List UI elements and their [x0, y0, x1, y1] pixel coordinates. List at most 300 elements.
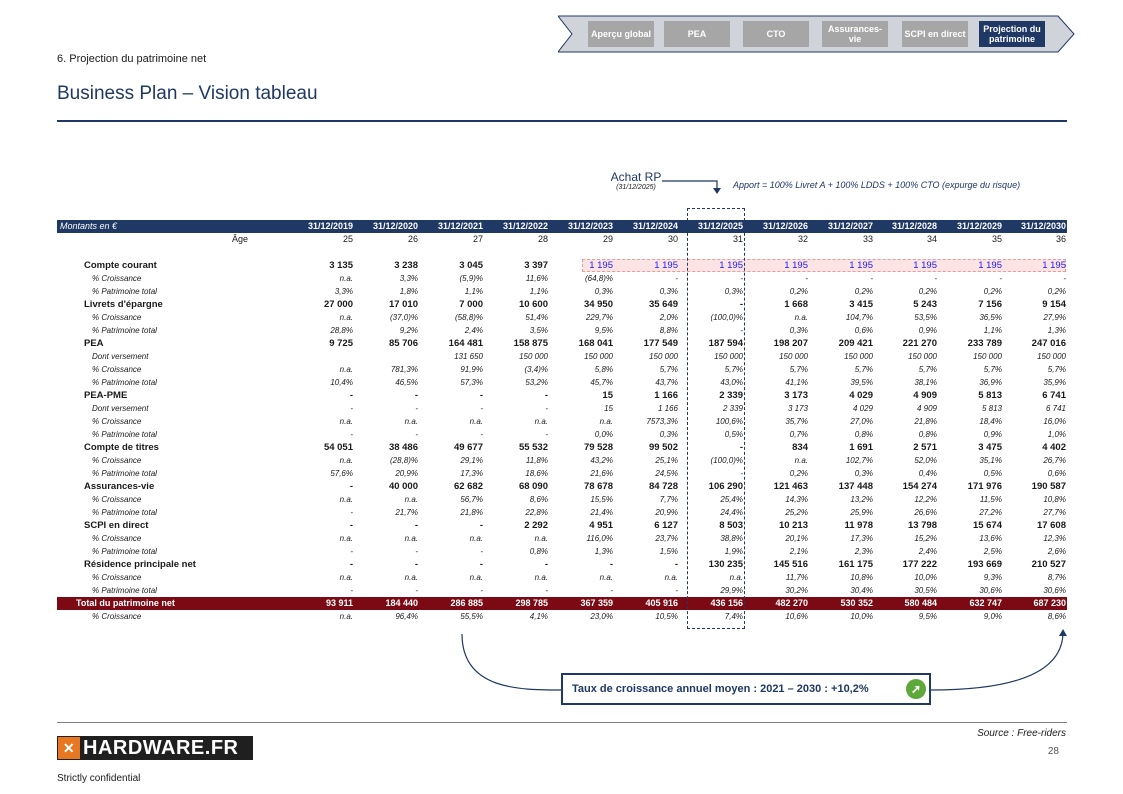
table-cell: -	[739, 442, 743, 453]
table-cell: n.a.	[404, 534, 418, 543]
table-cell: 15 674	[972, 520, 1002, 531]
logo-mark-icon: ✕	[58, 737, 80, 759]
table-cell: 57,3%	[460, 378, 483, 387]
table-cell: n.a.	[404, 573, 418, 582]
table-cell: -	[414, 520, 418, 531]
table-cell: 0,2%	[918, 287, 937, 296]
table-cell: 31/12/2026	[762, 221, 808, 231]
table-cell: 2 292	[524, 520, 548, 531]
table-cell: 367 359	[580, 598, 613, 608]
table-cell: 530 352	[840, 598, 873, 608]
table-cell: 233 789	[967, 338, 1002, 349]
table-cell: 21,8%	[914, 417, 937, 426]
table-cell: -	[349, 390, 353, 401]
table-cell: 10,6%	[785, 612, 808, 621]
table-cell: 31/12/2021	[437, 221, 483, 231]
table-cell: 32	[797, 234, 808, 244]
table-cell: (58,8)%	[454, 313, 483, 322]
table-cell: 131 650	[454, 352, 483, 361]
table-cell: 1 166	[654, 390, 678, 401]
table-cell: 62 682	[453, 481, 483, 492]
table-cell: 43,0%	[720, 378, 743, 387]
table-cell: 9,2%	[399, 326, 418, 335]
table-row	[57, 272, 1067, 285]
table-cell: 6 741	[1045, 404, 1066, 413]
table-cell: 0,3%	[724, 287, 743, 296]
table-cell: 687 230	[1033, 598, 1066, 608]
table-row	[57, 532, 1067, 545]
table-cell: 0,3%	[854, 469, 873, 478]
table-cell: 6 741	[1042, 390, 1066, 401]
table-cell: -	[675, 586, 678, 595]
table-cell: 11,5%	[979, 495, 1002, 504]
table-cell: 3 238	[394, 260, 418, 271]
table-cell: 1 195	[978, 260, 1002, 271]
table-cell: 8 503	[719, 520, 743, 531]
table-cell: 28,8%	[330, 326, 353, 335]
table-cell: 7 000	[459, 299, 483, 310]
table-cell: -	[805, 274, 808, 283]
row-label: % Croissance	[92, 612, 142, 621]
table-cell: 17 010	[388, 299, 418, 310]
table-cell: n.a.	[599, 417, 613, 426]
page-title: Business Plan – Vision tableau	[57, 83, 318, 104]
table-cell: 25,9%	[850, 508, 873, 517]
table-cell: n.a.	[794, 313, 808, 322]
table-cell: 5,7%	[918, 365, 937, 374]
row-label: % Patrimoine total	[92, 508, 157, 517]
table-cell: 298 785	[515, 598, 548, 608]
table-cell: 0,2%	[1047, 287, 1066, 296]
table-cell: 229,7%	[585, 313, 613, 322]
table-cell: 27,9%	[1043, 313, 1066, 322]
table-cell: -	[480, 547, 483, 556]
row-label: % Croissance	[92, 573, 142, 582]
table-row	[57, 493, 1067, 506]
table-cell: -	[479, 390, 483, 401]
table-cell: 11,6%	[525, 274, 548, 283]
logo	[57, 736, 253, 760]
table-row	[57, 558, 1067, 571]
table-cell: (100,0)%	[710, 456, 743, 465]
section-label: 6. Projection du patrimoine net	[57, 53, 207, 65]
table-cell: 68 090	[518, 481, 548, 492]
table-cell: 1 195	[589, 260, 613, 271]
table-cell: 11,7%	[785, 573, 808, 582]
table-cell: 33	[862, 234, 873, 244]
table-cell: 13,2%	[850, 495, 873, 504]
table-cell: 55 532	[518, 442, 548, 453]
table-cell: 1,0%	[1047, 430, 1066, 439]
table-cell: 10 600	[518, 299, 548, 310]
table-cell: -	[349, 520, 353, 531]
table-cell: 3 135	[329, 260, 353, 271]
table-cell: -	[480, 404, 483, 413]
table-row	[57, 519, 1067, 532]
table-row	[57, 259, 1067, 272]
table-cell: 0,8%	[918, 430, 937, 439]
row-label: % Croissance	[92, 313, 142, 322]
table-cell: -	[545, 586, 548, 595]
table-cell: -	[740, 469, 743, 478]
table-row	[57, 428, 1067, 441]
table-cell: 27,0%	[850, 417, 873, 426]
growth-callout	[561, 673, 931, 705]
table-cell: 190 587	[1031, 481, 1066, 492]
table-cell: 30,6%	[1043, 586, 1066, 595]
table-cell: 6 127	[654, 520, 678, 531]
table-cell: n.a.	[339, 534, 353, 543]
table-cell: 31/12/2029	[956, 221, 1002, 231]
nav-tab-2[interactable]: CTO	[743, 21, 809, 47]
nav-tab-4[interactable]: SCPI en direct	[902, 21, 968, 47]
table-cell: 56,7%	[460, 495, 483, 504]
table-cell: -	[544, 390, 548, 401]
table-cell: 43,7%	[655, 378, 678, 387]
table-cell: 78 678	[583, 481, 613, 492]
table-cell: 177 222	[902, 559, 937, 570]
table-cell: 28	[537, 234, 548, 244]
table-cell: 15,5%	[590, 495, 613, 504]
table-cell: -	[740, 274, 743, 283]
table-cell: -	[350, 508, 353, 517]
table-cell: n.a.	[339, 495, 353, 504]
table-cell: 5,8%	[594, 365, 613, 374]
logo-text: HARDWARE.FR	[83, 736, 239, 759]
table-cell: 3,3%	[334, 287, 353, 296]
table-cell: 26	[407, 234, 418, 244]
table-cell: 96,4%	[395, 612, 418, 621]
table-cell: 38,8%	[720, 534, 743, 543]
table-cell: 7573,3%	[646, 417, 678, 426]
table-cell: 17 608	[1036, 520, 1066, 531]
table-cell: 0,9%	[983, 430, 1002, 439]
table-cell: 2,1%	[789, 547, 808, 556]
table-cell: 2,6%	[1047, 547, 1066, 556]
table-cell: 0,2%	[789, 287, 808, 296]
table-row	[57, 480, 1067, 493]
table-cell: n.a.	[339, 365, 353, 374]
table-cell: 30,2%	[785, 586, 808, 595]
table-cell: 52,0%	[914, 456, 937, 465]
table-cell: 184 440	[385, 598, 418, 608]
row-label: Total du patrimoine net	[76, 598, 175, 608]
table-cell: n.a.	[469, 573, 483, 582]
table-cell: -	[934, 274, 937, 283]
table-cell: 38,1%	[914, 378, 937, 387]
table-cell: -	[870, 274, 873, 283]
table-cell: 1 668	[784, 299, 808, 310]
table-cell: 3 397	[524, 260, 548, 271]
table-row	[57, 389, 1067, 402]
table-cell: 20,9%	[655, 508, 678, 517]
table-cell: 1 195	[913, 260, 937, 271]
table-cell: 2,4%	[464, 326, 483, 335]
table-cell: -	[349, 481, 353, 492]
table-cell: 5,7%	[659, 365, 678, 374]
confidential-note: Strictly confidential	[57, 773, 141, 784]
row-label: Résidence principale net	[84, 559, 196, 570]
table-cell: 2,0%	[659, 313, 678, 322]
table-cell: (100,0)%	[710, 313, 743, 322]
table-cell: 9 725	[329, 338, 353, 349]
table-cell: 15	[604, 404, 613, 413]
table-cell: -	[350, 404, 353, 413]
table-cell: 0,8%	[529, 547, 548, 556]
row-label: % Patrimoine total	[92, 547, 157, 556]
table-cell: -	[479, 559, 483, 570]
row-label: Dont versement	[92, 352, 149, 361]
table-cell: 8,6%	[1047, 612, 1066, 621]
table-cell: 150 000	[908, 352, 937, 361]
achat-rp-date: (31/12/2025)	[616, 184, 656, 191]
table-cell: 18,4%	[979, 417, 1002, 426]
table-cell: 2,5%	[983, 547, 1002, 556]
row-label: % Croissance	[92, 495, 142, 504]
table-cell: 12,2%	[914, 495, 937, 504]
table-cell: 0,7%	[789, 430, 808, 439]
table-cell: 834	[792, 442, 808, 453]
table-cell: (64,8)%	[584, 274, 613, 283]
row-label: Assurances-vie	[84, 481, 155, 492]
table-cell: 35,9%	[1043, 378, 1066, 387]
table-row	[57, 584, 1067, 597]
table-cell: 3 173	[784, 390, 808, 401]
table-row	[57, 402, 1067, 415]
table-cell: 31/12/2020	[372, 221, 418, 231]
row-label: Montants en €	[60, 221, 118, 231]
table-cell: (3,4)%	[524, 365, 548, 374]
table-cell: 38 486	[388, 442, 418, 453]
table-cell: 10,5%	[655, 612, 678, 621]
table-row	[57, 220, 1067, 233]
table-cell: -	[350, 430, 353, 439]
table-cell: 150 000	[973, 352, 1002, 361]
table-row	[57, 298, 1067, 311]
table-cell: 168 041	[578, 338, 613, 349]
table-cell: -	[415, 404, 418, 413]
table-cell: 150 000	[584, 352, 613, 361]
table-cell: 34	[926, 234, 937, 244]
table-cell: 1 691	[849, 442, 873, 453]
table-cell: 106 290	[708, 481, 743, 492]
table-cell: n.a.	[599, 573, 613, 582]
apport-note: Apport = 100% Livret A + 100% LDDS + 100% CTO (expurge du risque)	[733, 180, 1021, 190]
table-cell: 4 029	[852, 404, 873, 413]
table-row	[57, 467, 1067, 480]
table-cell: 150 000	[844, 352, 873, 361]
table-cell: 116,0%	[586, 534, 613, 543]
row-label: Âge	[232, 234, 249, 244]
table-cell: -	[674, 559, 678, 570]
row-label: % Croissance	[92, 417, 142, 426]
table-cell: 1,8%	[399, 287, 418, 296]
table-cell: 4 951	[589, 520, 613, 531]
table-cell: 24,4%	[720, 508, 743, 517]
table-cell: 1,3%	[1047, 326, 1066, 335]
table-cell: 0,2%	[983, 287, 1002, 296]
table-cell: 21,6%	[590, 469, 613, 478]
up-arrow-icon: ➚	[906, 679, 926, 699]
table-cell: 36	[1055, 234, 1066, 244]
table-cell: 7 156	[978, 299, 1002, 310]
table-cell: 30,6%	[979, 586, 1002, 595]
table-cell: 171 976	[967, 481, 1002, 492]
table-cell: 286 885	[450, 598, 483, 608]
table-row	[57, 441, 1067, 454]
table-cell: 150 000	[1037, 352, 1066, 361]
table-cell: 4 402	[1042, 442, 1066, 453]
table-cell: 25	[342, 234, 353, 244]
row-label: Dont versement	[92, 404, 149, 413]
table-cell: 0,9%	[918, 326, 937, 335]
row-label: % Croissance	[92, 534, 142, 543]
table-cell: 4 029	[849, 390, 873, 401]
nav-tab-0[interactable]: Aperçu global	[588, 21, 654, 47]
table-cell: 193 669	[967, 559, 1002, 570]
row-label: SCPI en direct	[84, 520, 149, 531]
row-label: Compte de titres	[84, 442, 159, 453]
table-cell: 34 950	[583, 299, 613, 310]
table-cell: 0,3%	[659, 287, 678, 296]
table-cell: n.a.	[664, 573, 678, 582]
table-cell: 1 195	[849, 260, 873, 271]
table-cell: 15,2%	[914, 534, 937, 543]
table-cell: 54 051	[323, 442, 353, 453]
footer-rule	[57, 722, 1067, 723]
table-cell: 1,1%	[464, 287, 483, 296]
table-cell: 3 415	[849, 299, 873, 310]
achat-rp-column-highlight	[687, 208, 745, 629]
table-cell: 154 274	[902, 481, 937, 492]
table-cell: 9,5%	[594, 326, 613, 335]
table-cell: 0,2%	[789, 469, 808, 478]
table-cell: (28,8)%	[389, 456, 418, 465]
table-cell: 43,2%	[590, 456, 613, 465]
table-cell: 8,8%	[659, 326, 678, 335]
table-cell: 14,3%	[785, 495, 808, 504]
table-cell: 25,4%	[720, 495, 743, 504]
table-cell: -	[740, 326, 743, 335]
table-cell: 26,6%	[914, 508, 937, 517]
table-cell: 31/12/2019	[307, 221, 353, 231]
table-cell: 150 000	[714, 352, 743, 361]
table-cell: 30,4%	[850, 586, 873, 595]
table-cell: 1,5%	[659, 547, 678, 556]
table-cell: n.a.	[339, 612, 353, 621]
row-label: % Croissance	[92, 365, 142, 374]
table-cell: 4 909	[913, 390, 937, 401]
table-cell: 3 045	[459, 260, 483, 271]
table-cell: 9,0%	[983, 612, 1002, 621]
table-cell: 0,3%	[594, 287, 613, 296]
table-cell: 1 195	[719, 260, 743, 271]
table-cell: 31/12/2027	[827, 221, 873, 231]
table-cell: 102,7%	[845, 456, 873, 465]
table-cell: 7,4%	[724, 612, 743, 621]
table-cell: n.a.	[339, 313, 353, 322]
table-cell: 2 339	[719, 390, 743, 401]
table-cell: n.a.	[339, 456, 353, 465]
table-cell: 0,4%	[918, 469, 937, 478]
table-cell: 29	[602, 234, 613, 244]
page-number: 28	[1047, 746, 1059, 757]
table-cell: 23,7%	[655, 534, 678, 543]
table-cell: 49 677	[453, 442, 483, 453]
table-cell: -	[545, 404, 548, 413]
table-row	[57, 610, 1067, 623]
row-label: Compte courant	[84, 260, 157, 271]
table-cell: 2,3%	[854, 547, 873, 556]
row-label: % Croissance	[92, 456, 142, 465]
table-cell: 0,0%	[594, 430, 613, 439]
table-cell: 9 154	[1042, 299, 1066, 310]
table-cell: 11 978	[844, 520, 873, 531]
table-cell: 4,1%	[529, 612, 548, 621]
table-cell: 5,7%	[724, 365, 743, 374]
table-cell: 45,7%	[590, 378, 613, 387]
table-cell: 0,5%	[983, 469, 1002, 478]
table-cell: -	[610, 586, 613, 595]
table-cell: 27	[472, 234, 483, 244]
table-cell: 55,5%	[460, 612, 483, 621]
table-cell: -	[480, 586, 483, 595]
table-row	[57, 454, 1067, 467]
row-label: PEA-PME	[84, 390, 128, 401]
table-cell: 7,7%	[659, 495, 678, 504]
table-cell: 9,3%	[983, 573, 1002, 582]
table-cell: 3,3%	[399, 274, 418, 283]
table-cell: 10,8%	[850, 573, 873, 582]
table-cell: 17,3%	[850, 534, 873, 543]
table-cell: 1 195	[654, 260, 678, 271]
table-row	[57, 363, 1067, 376]
table-cell: 39,5%	[850, 378, 873, 387]
table-cell: -	[414, 559, 418, 570]
nav-tab-5[interactable]: Projection du patrimoine	[979, 21, 1045, 47]
table-cell: 36,5%	[979, 313, 1002, 322]
table-cell: 100,6%	[715, 417, 743, 426]
row-label: Livrets d'épargne	[84, 299, 163, 310]
table-cell: 35,7%	[785, 417, 808, 426]
table-cell: 4 909	[916, 404, 937, 413]
table-cell: 1,3%	[594, 547, 613, 556]
table-cell: 104,7%	[845, 313, 873, 322]
table-cell: 10,4%	[330, 378, 353, 387]
table-cell: 121 463	[773, 481, 808, 492]
table-cell: -	[415, 547, 418, 556]
table-cell: 35,1%	[979, 456, 1002, 465]
table-cell: 21,8%	[460, 508, 483, 517]
table-cell: n.a.	[534, 417, 548, 426]
table-cell: 25,1%	[655, 456, 678, 465]
table-cell: 1,1%	[529, 287, 548, 296]
table-cell: 8,6%	[529, 495, 548, 504]
table-cell: 35	[991, 234, 1002, 244]
nav-tab-1[interactable]: PEA	[664, 21, 730, 47]
table-cell: 46,5%	[395, 378, 418, 387]
table-cell: 10 213	[778, 520, 808, 531]
table-cell: 31/12/2028	[891, 221, 937, 231]
table-cell: 0,6%	[1047, 469, 1066, 478]
table-cell: 31/12/2025	[697, 221, 743, 231]
table-cell: 580 484	[904, 598, 937, 608]
table-row	[57, 506, 1067, 519]
nav-tab-3[interactable]: Assurances-vie	[822, 21, 888, 47]
table-row	[57, 233, 1067, 246]
table-cell: 99 502	[648, 442, 678, 453]
table-cell: 84 728	[648, 481, 678, 492]
